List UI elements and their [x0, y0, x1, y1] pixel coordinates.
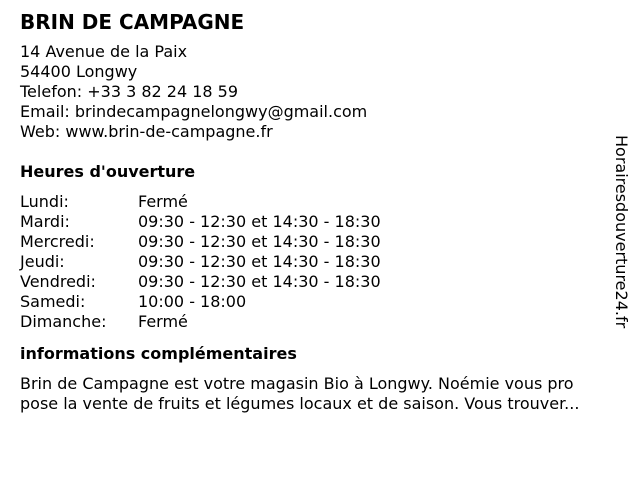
hours-time: Fermé	[138, 312, 188, 331]
site-watermark: Horairesdouverture24.fr	[612, 135, 631, 329]
hours-day: Lundi:	[20, 192, 69, 211]
hours-row-mardi	[20, 212, 630, 232]
opening-hours-list	[20, 192, 630, 332]
hours-row-jeudi	[20, 252, 630, 272]
hours-time: 09:30 - 12:30 et 14:30 - 18:30	[138, 252, 381, 271]
hours-day: Dimanche:	[20, 312, 107, 331]
hours-time: Fermé	[138, 192, 188, 211]
business-card	[20, 10, 630, 414]
phone-line[interactable]: Telefon: +33 3 82 24 18 59	[20, 82, 239, 101]
web-line[interactable]: Web: www.brin-de-campagne.fr	[20, 122, 273, 141]
description-line-2: pose la vente de fruits et légumes locaux et de saison. Vous trouver...	[20, 394, 580, 413]
hours-row-samedi	[20, 292, 630, 312]
hours-row-mercredi	[20, 232, 630, 252]
email-line[interactable]: Email: brindecampagnelongwy@gmail.com	[20, 102, 368, 121]
hours-row-lundi	[20, 192, 630, 212]
hours-time: 10:00 - 18:00	[138, 292, 247, 311]
address-line-1: 14 Avenue de la Paix	[20, 42, 188, 61]
additional-info-title: informations complémentaires	[20, 344, 297, 363]
hours-day: Vendredi:	[20, 272, 96, 291]
hours-row-vendredi	[20, 272, 630, 292]
hours-day: Mardi:	[20, 212, 70, 231]
description-line-1: Brin de Campagne est votre magasin Bio à Longwy. Noémie vous pro	[20, 374, 574, 393]
address-line-2: 54400 Longwy	[20, 62, 138, 81]
hours-time: 09:30 - 12:30 et 14:30 - 18:30	[138, 232, 381, 251]
hours-day: Jeudi:	[20, 252, 65, 271]
hours-time: 09:30 - 12:30 et 14:30 - 18:30	[138, 272, 381, 291]
opening-hours-title: Heures d'ouverture	[20, 162, 196, 181]
hours-day: Mercredi:	[20, 232, 95, 251]
hours-time: 09:30 - 12:30 et 14:30 - 18:30	[138, 212, 381, 231]
business-name: BRIN DE CAMPAGNE	[20, 10, 245, 34]
hours-row-dimanche	[20, 312, 630, 332]
hours-day: Samedi:	[20, 292, 86, 311]
